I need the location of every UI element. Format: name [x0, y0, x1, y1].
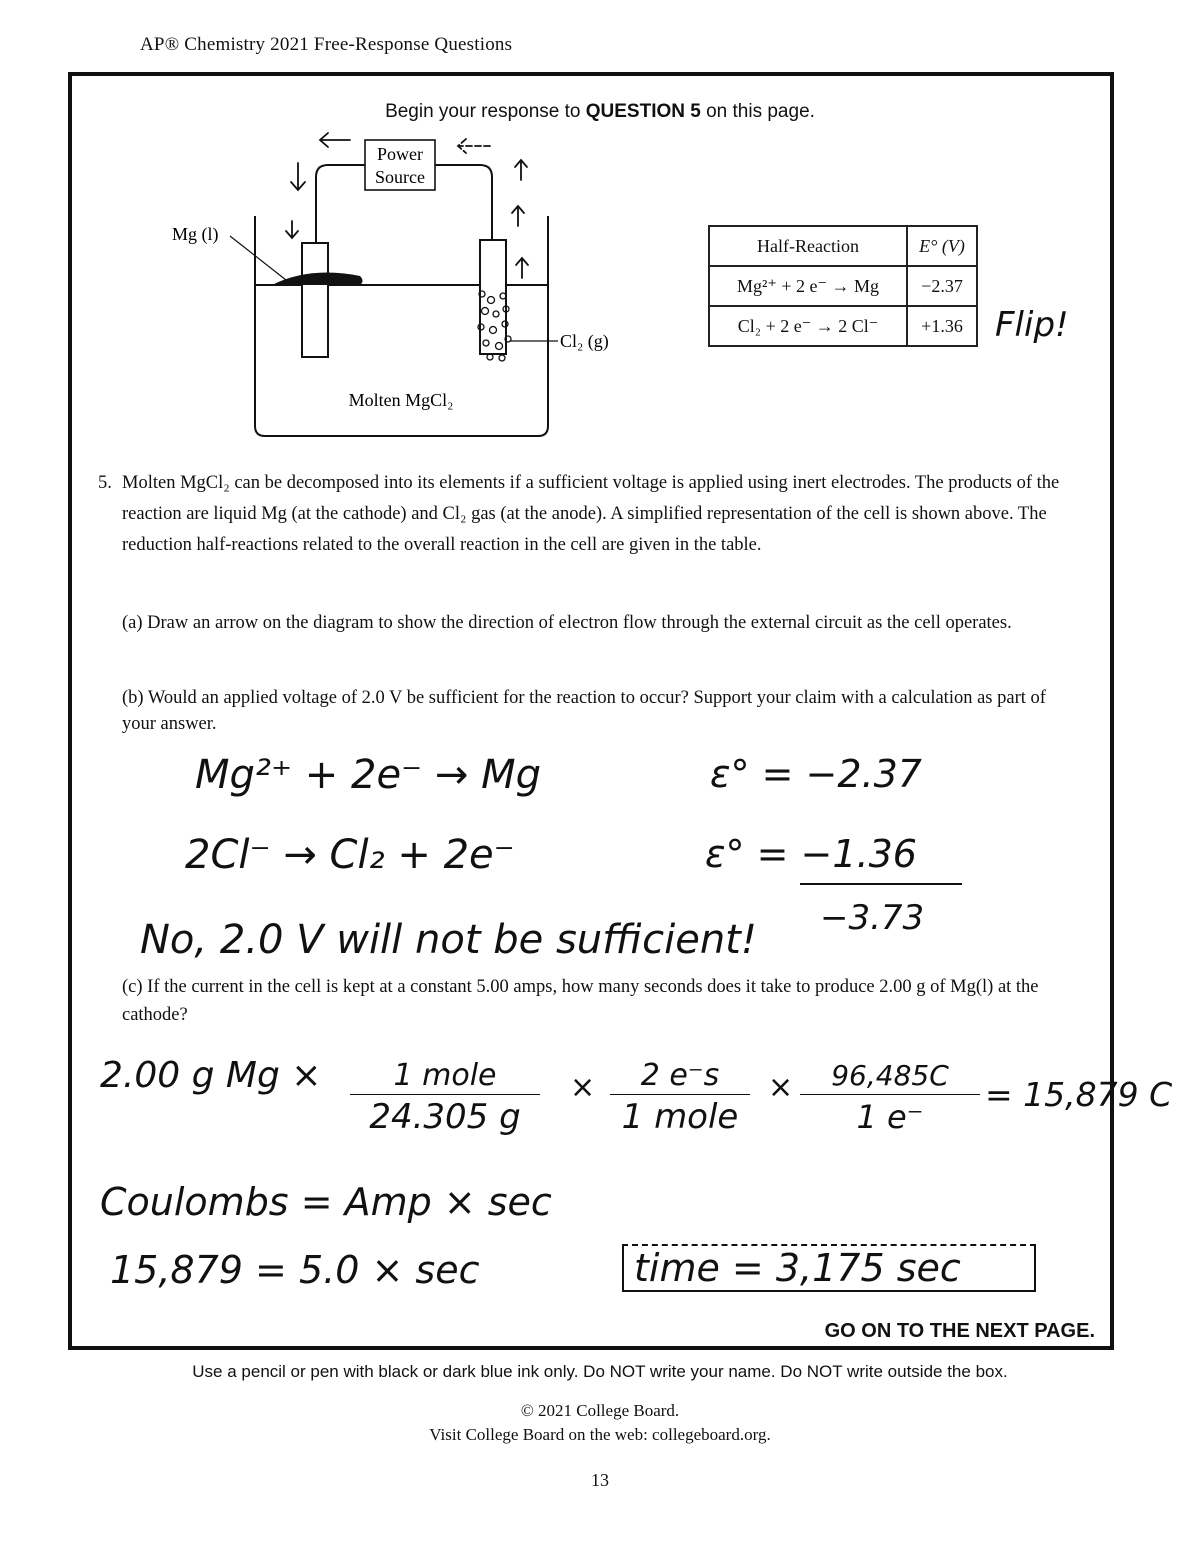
hw-c-fraction-1 — [350, 1058, 540, 1139]
question-number: 5. — [98, 473, 112, 493]
begin-question-number: QUESTION 5 — [585, 101, 701, 122]
hw-c-fraction-3 — [800, 1058, 980, 1139]
hw-c-f3-num: 96,485C — [800, 1058, 980, 1095]
hw-c-line2: Coulombs = Amp × sec — [100, 1180, 552, 1224]
visit-link-text: Visit College Board on the web: collegeboard.org. — [429, 1425, 771, 1444]
page-number: 13 — [591, 1470, 609, 1490]
question-intro: Molten MgCl₂ can be decomposed into its elements if a sufficient voltage is applied using inert electrodes. The products of the reaction are liquid Mg (at the cathode) and Cl₂ gas (at the anode). A simplified representation of the cell is shown above. The reduction half-reactions related to the overall reaction in the cell are given in the table. — [122, 473, 1060, 555]
molten-mgcl2-label: Molten MgCl₂ — [348, 390, 454, 410]
table-header-reaction: Half-Reaction — [709, 226, 907, 266]
hw-c-f3-den: 1 e⁻ — [856, 1098, 924, 1136]
hw-b-total: −3.73 — [820, 898, 925, 938]
table-cell-potential: −2.37 — [907, 266, 977, 306]
table-cell-potential: +1.36 — [907, 306, 977, 346]
hw-b-line2-right: ε° = −1.36 — [705, 832, 917, 876]
table-header-row — [709, 226, 977, 266]
mg-label-pointer — [230, 236, 286, 280]
hw-c-result: = 15,879 C — [985, 1075, 1173, 1114]
begin-suffix: on this page. — [700, 101, 815, 122]
mg-liquid-label: Mg (l) — [172, 224, 219, 244]
power-source-line2: Source — [375, 167, 425, 187]
cl2-gas-label: Cl₂ (g) — [560, 331, 609, 351]
question-part-b: (b) Would an applied voltage of 2.0 V be sufficient for the reaction to occur? Support your claim with a calculation as part of your answer. — [122, 688, 1046, 734]
table-row — [709, 306, 977, 346]
hw-c-start: 2.00 g Mg × — [100, 1055, 322, 1096]
sum-underline — [800, 883, 962, 885]
hw-c-answer: time = 3,175 sec — [622, 1244, 1036, 1292]
hw-b-claim: No, 2.0 V will not be sufficient! — [140, 917, 757, 963]
power-source-line1: Power — [377, 144, 423, 164]
begin-prefix: Begin your response to — [385, 101, 586, 122]
table-cell-reaction: Cl₂ + 2 e⁻ → 2 Cl⁻ — [709, 306, 907, 346]
question-part-a: (a) Draw an arrow on the diagram to show the direction of electron flow through the external circuit as the cell operates. — [122, 613, 1012, 633]
hw-c-f1-den: 24.305 g — [369, 1097, 521, 1137]
copyright: © 2021 College Board. — [520, 1401, 680, 1420]
right-wire — [435, 165, 492, 240]
hw-c-f2-num: 2 e⁻s — [610, 1058, 750, 1095]
half-reaction-table — [708, 225, 978, 347]
electrolytic-cell-diagram — [160, 128, 660, 448]
hw-c-line3: 15,879 = 5.0 × sec — [110, 1248, 480, 1292]
flip-annotation: Flip! — [995, 305, 1069, 345]
hw-b-line1-left: Mg²⁺ + 2e⁻ → Mg — [195, 752, 542, 798]
ink-instruction: Use a pencil or pen with black or dark blue ink only. Do NOT write your name. Do NOT write outside the box. — [192, 1362, 1008, 1381]
header-title: AP® Chemistry 2021 Free-Response Questions — [140, 34, 513, 55]
table-cell-reaction: Mg²⁺ + 2 e⁻ → Mg — [709, 266, 907, 306]
cathode-electrode — [302, 243, 328, 357]
hw-b-line2-left: 2Cl⁻ → Cl₂ + 2e⁻ — [185, 832, 515, 878]
copyright-block — [0, 1399, 1200, 1447]
table-row — [709, 266, 977, 306]
left-wire — [316, 165, 365, 243]
hw-c-times-2: × — [768, 1070, 794, 1105]
hw-c-f2-den: 1 mole — [621, 1097, 739, 1137]
hw-c-f1-num: 1 mole — [350, 1058, 540, 1095]
hw-c-fraction-2 — [610, 1058, 750, 1139]
begin-instruction — [0, 101, 1200, 123]
molten-mg-blob — [272, 273, 363, 285]
go-on-next-page: GO ON TO THE NEXT PAGE. — [824, 1320, 1095, 1342]
hw-c-times-1: × — [570, 1070, 596, 1105]
hw-b-line1-right: ε° = −2.37 — [710, 752, 922, 796]
table-header-potential: E° (V) — [907, 226, 977, 266]
question-part-c: (c) If the current in the cell is kept at a constant 5.00 amps, how many seconds does it take to produce 2.00 g of Mg(l) at the cathode? — [122, 977, 1039, 1025]
